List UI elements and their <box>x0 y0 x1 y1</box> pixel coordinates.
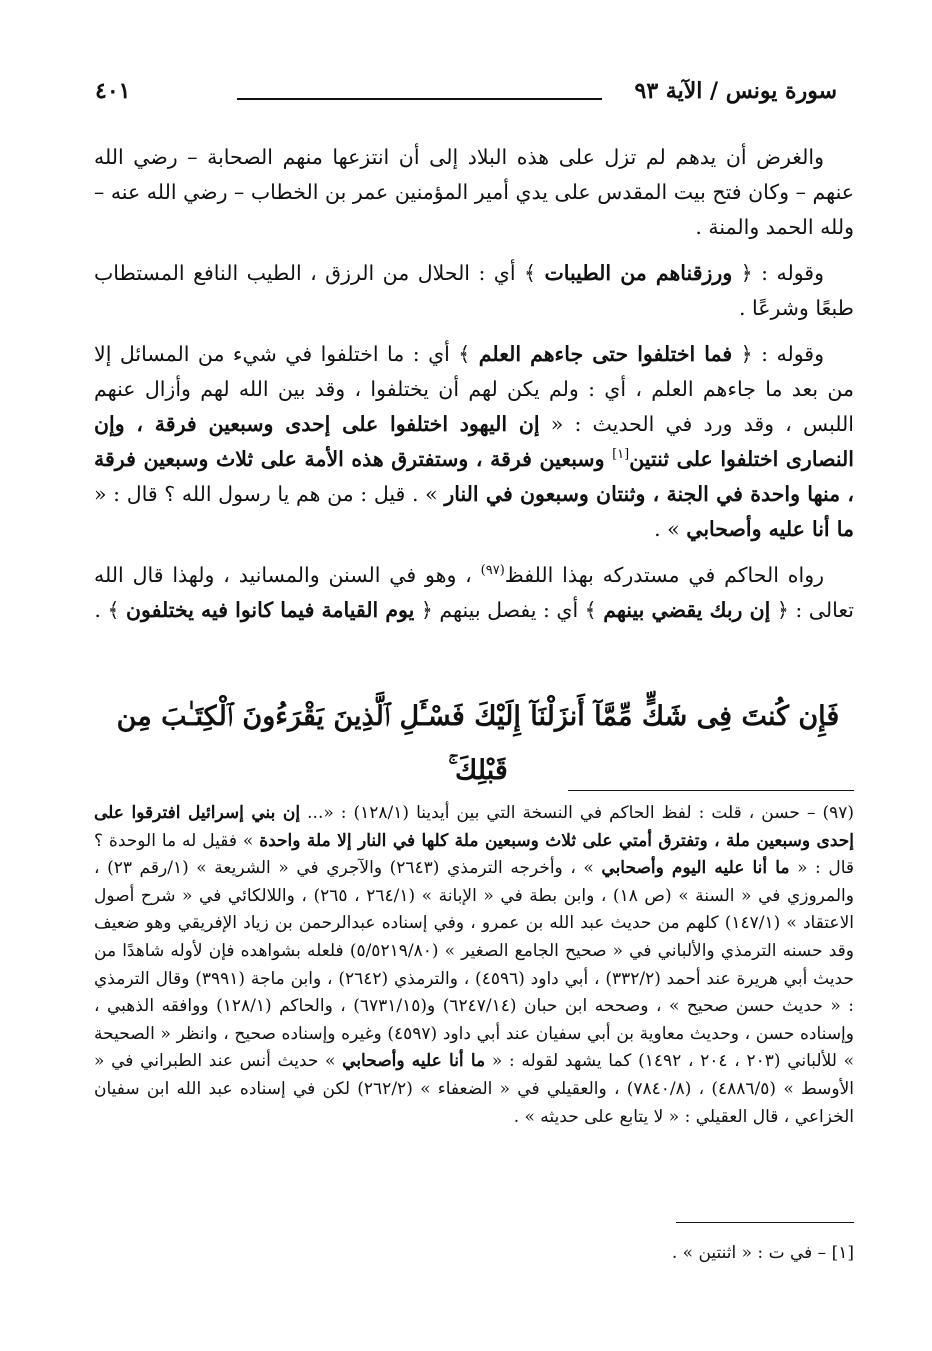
text-span: » حديث أنس عند الطبراني في « الأوسط » (٤٨٨٦/٥) ، (٧٨٤٠/٨) ، والعقيلي في « الضعفاء » (٢٦٢/٢) لكن في إسناده عبد الله ابن سفيان الخزاعي ، قال العقيلي : « لا يتابع على حديثه » . <box>94 1051 854 1127</box>
text-span: (٩٧) – حسن ، قلت : لفظ الحاكم في النسخة التي بين أيدينا (١٢٨/١) : «... <box>300 803 854 823</box>
hadith-quote: ما أنا عليه اليوم وأصحابي <box>601 858 790 879</box>
text-span: » ، وأخرجه الترمذي (٢٦٤٣) والآجري في « الشريعة » (١/رقم ٢٣) ، والمروزي في « السنة » (ص ١٨) ، وابن بطة في « الإبانة » (٢٦٤/١ ، ٢٦٥) ، واللالكائي في « شرح أصول الاعتقاد » (١٤٧/١) كلهم من حديث عبد الله بن عمرو ، وفي إسناده عبدالرحمن بن زياد الإفريقي وهو ضعيف وقد حسنه الترمذي والألباني في « صحيح الجامع الصغير » (٥/٥٢١٩/٨٠) فلعله بشواهده فإن لأوله شاهدًا من حديث أبي هريرة عند أحمد (٣٣٢/٢) ، أبي داود (٤٥٩٦) ، والترمذي (٢٦٤٢) ، وابن ماجة (٣٩٩١) وقال الترمذي : « حديث حسن صحيح » ، وصححه ابن حبان (٦٢٤٧/١٤) و(٦٧٣١/١٥) ، والحاكم (١٢٨/١) ووافقه الذهبي ، وإسناده حسن ، وحديث معاوية بن أبي سفيان عند أبي داود (٤٥٩٧) وغيره وإسناده صحيح ، وانظر « الصحيحة » للألباني (٢٠٣ ، ٢٠٤ ، ١٤٩٢) كما يشهد لقوله : « <box>94 858 855 1072</box>
paragraph-2 <box>94 256 854 326</box>
text-span: رواه الحاكم في مستدركه بهذا اللفظ <box>504 563 824 587</box>
text-span: » فقيل له ما الوحدة ؟ قال : « <box>94 830 855 879</box>
text-span: ﴾ أي : ما اختلفوا في شيء من المسائل إلا من بعد ما جاءهم العلم ، أي : ولم يكن لهم أن يختلفوا ، وقد بين الله لهم وأزال عنهم اللبس ، وقد ورد في الحديث : « <box>94 342 855 436</box>
footnote-97 <box>94 800 854 1131</box>
text-span: ، وهو في السنن والمسانيد ، ولهذا قال الله تعالى : ﴿ <box>94 563 854 622</box>
quran-quote: إن ربك يقضي بينهم <box>603 598 771 622</box>
hadith-quote: ما أنا عليه وأصحابي <box>342 1051 486 1072</box>
footnote-ref-97[interactable]: (٩٧) <box>480 563 505 579</box>
hadith-quote: وسبعين فرقة ، وستفترق هذه الأمة على ثلاث وسبعين فرقة ، منها واحدة في الجنة ، وثنتان وسبعون في النار <box>94 447 854 506</box>
footnote-1: [١] – في ت : « اثنتين » . <box>671 1243 854 1263</box>
text-span: ﴾ أي : الحلال من الرزق ، الطيب النافع المستطاب طبعًا وشرعًا . <box>94 261 854 320</box>
page-header <box>95 78 837 114</box>
main-text <box>94 140 854 639</box>
paragraph-4 <box>94 558 854 628</box>
hadith-quote: إن اليهود اختلفوا على إحدى وسبعين فرقة ، وإن النصارى اختلفوا على ثنتين <box>94 412 854 471</box>
header-rule <box>237 98 602 100</box>
text-span: ﴾ أي : يفصل بينهم ﴿ <box>414 598 604 622</box>
running-title: سورة يونس / الآية ٩٣ <box>634 78 837 104</box>
footnote-divider <box>568 790 854 791</box>
text-span: » . قيل : من هم يا رسول الله ؟ قال : « <box>94 482 445 506</box>
footnote-97-text <box>94 800 854 1131</box>
footnote-divider-2 <box>676 1222 854 1223</box>
quran-quote: ورزقناهم من الطيبات <box>544 261 733 285</box>
quran-quote: يوم القيامة فيما كانوا فيه يختلفون <box>125 598 415 622</box>
hadith-quote: إن بني إسرائيل افترقوا على إحدى وسبعين ملة ، وتفترق أمتي على ثلاث وسبعين ملة كلها في النار إلا ملة واحدة <box>94 803 854 851</box>
page-number: ٤٠١ <box>95 78 131 104</box>
paragraph-1: والغرض أن يدهم لم تزل على هذه البلاد إلى أن انتزعها منهم الصحابة – رضي الله عنهم – وكان فتح بيت المقدس على يدي أمير المؤمنين عمر بن الخطاب – رضي الله عنه – ولله الحمد والمنة . <box>94 145 854 239</box>
footnote-ref-1[interactable]: [١] <box>612 447 630 463</box>
paragraph-3 <box>94 337 854 547</box>
text-span: » . <box>654 517 687 541</box>
text-span: وقوله : ﴿ <box>732 261 825 285</box>
quran-verse: فَإِن كُنتَ فِى شَكٍّ مِّمَّآ أَنزَلْنَآ إِلَيْكَ فَسْـَٔلِ ٱلَّذِينَ يَقْرَءُونَ ٱلْكِتَـٰبَ مِن قَبْلِكَ ۚ <box>116 701 840 786</box>
text-span: وقوله : ﴿ <box>732 342 824 366</box>
hadith-quote: ما أنا عليه وأصحابي <box>686 517 854 541</box>
text-span: ﴾ . <box>94 598 126 622</box>
quran-quote: فما اختلفوا حتى جاءهم العلم <box>478 342 733 366</box>
